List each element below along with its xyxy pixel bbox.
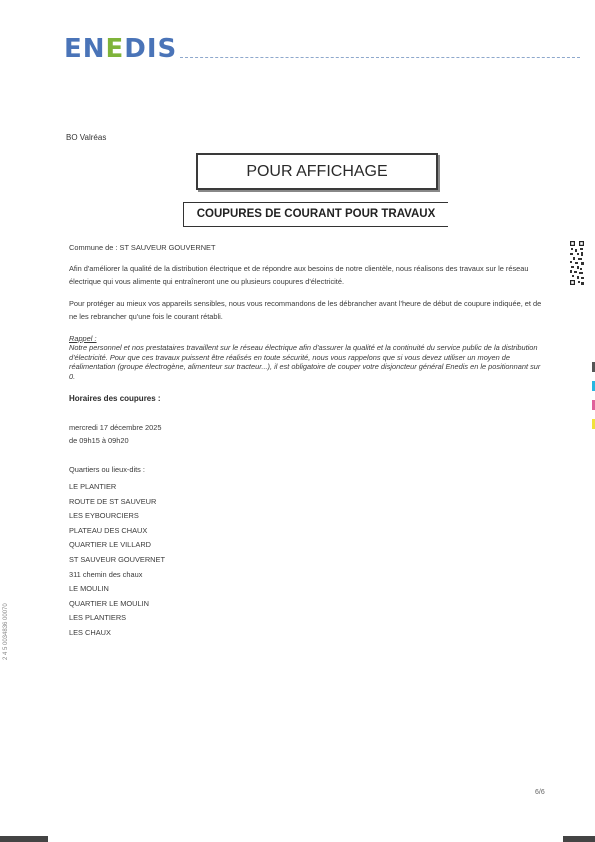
- list-item: QUARTIER LE MOULIN: [69, 598, 149, 608]
- list-item: LES PLANTIERS: [69, 613, 127, 623]
- page-title: POUR AFFICHAGE: [246, 163, 388, 180]
- list-item: 311 chemin des chaux: [69, 569, 143, 579]
- rappel-heading: Rappel :: [69, 334, 97, 343]
- list-item: ROUTE DE ST SAUVEUR: [69, 496, 157, 506]
- quartiers-heading: Quartiers ou lieux-dits :: [69, 465, 145, 474]
- office-label: BO Valréas: [66, 133, 107, 142]
- page-subtitle: COUPURES DE COURANT POUR TRAVAUX: [196, 208, 436, 220]
- commune-line: Commune de : ST SAUVEUR GOUVERNET: [69, 243, 216, 252]
- enedis-logo: [64, 34, 177, 64]
- list-item: LES EYBOURCIERS: [69, 511, 139, 521]
- horaires-heading: Horaires des coupures :: [69, 394, 161, 403]
- scan-edge-mark: [0, 836, 48, 842]
- logo-text-3: DIS: [124, 34, 178, 64]
- outage-time: de 09h15 à 09h20: [69, 436, 129, 445]
- logo-text-2: E: [105, 34, 125, 64]
- places-list: [69, 480, 165, 641]
- scan-edge-mark: [563, 836, 595, 842]
- subtitle-box: [183, 202, 448, 227]
- logo-text-1: EN: [64, 34, 106, 64]
- advice-paragraph: Pour protéger au mieux vos appareils sensibles, nous vous recommandons de les débrancher avant l'heure de début de coupure indiquée, et de ne les rebrancher qu'une fois le courant rétabli.: [69, 299, 542, 321]
- title-box: [196, 153, 438, 190]
- list-item: LE PLANTIER: [69, 482, 117, 491]
- outage-date: mercredi 17 décembre 2025: [69, 423, 162, 432]
- list-item: QUARTIER LE VILLARD: [69, 540, 152, 550]
- list-item: PLATEAU DES CHAUX: [69, 525, 148, 535]
- list-item: ST SAUVEUR GOUVERNET: [69, 554, 165, 564]
- page-number: 6/6: [535, 789, 545, 796]
- rappel-paragraph: Notre personnel et nos prestataires travaillent sur le réseau électrique afin d'assurer la qualité et la continuité du service public de la distribution d'électricité. Pour que ces travaux puissent être réalisés en toute sécurité, nous vous rappelons que si vous devez utiliser un moyen de réalimentation (groupe électrogène, alimenteur sur tracteur...), il est obligatoire de couper votre disjoncteur général Enedis en le positionnant sur 0.: [69, 343, 541, 381]
- list-item: LE MOULIN: [69, 584, 109, 594]
- list-item: LES CHAUX: [69, 627, 111, 637]
- qr-code-icon: [569, 240, 585, 286]
- intro-paragraph: Afin d'améliorer la qualité de la distribution électrique et de répondre aux besoins de notre clientèle, nous réalisons des travaux sur le réseau électrique qui vous alimente qui entraîneront une ou plusieurs coupures d'électricité.: [69, 264, 529, 286]
- header-divider: [180, 57, 580, 58]
- side-tracking-code: 2 4 5 0034836 00070: [3, 603, 9, 660]
